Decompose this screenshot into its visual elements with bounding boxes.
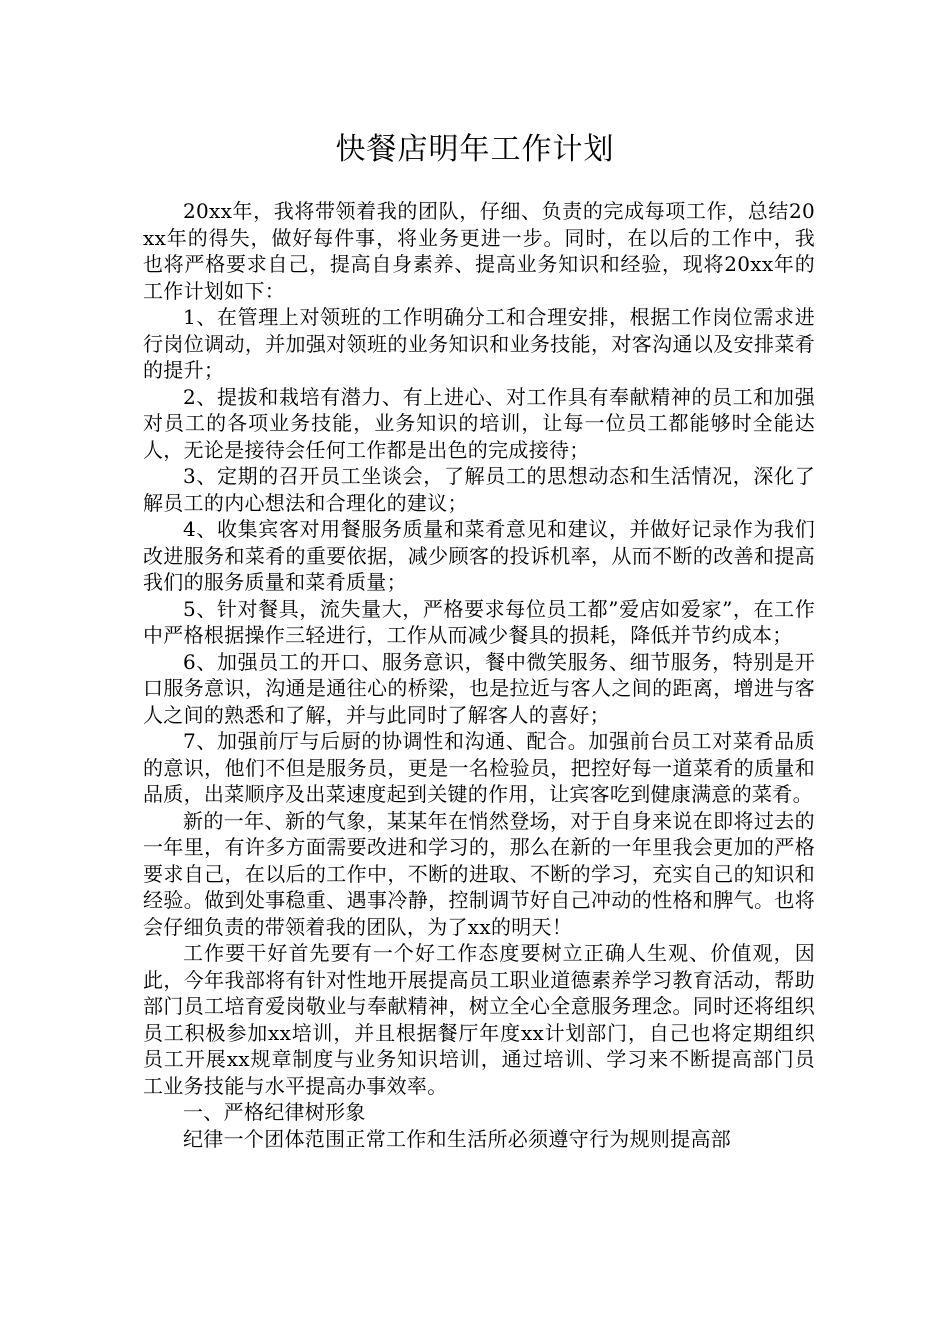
paragraph-item-7: 7、加强前厅与后厨的协调性和沟通、配合。加强前台员工对菜肴品质的意识，他们不但是服务员，更是一名检验员，把控好每一道菜肴的质量和品质，出菜顺序及出菜速度起到关键的作用，让宾客吃到健康满意的菜肴。 — [143, 729, 815, 806]
document-body — [143, 198, 815, 1152]
paragraph-item-3: 3、定期的召开员工坐谈会，了解员工的思想动态和生活情况，深化了解员工的内心想法和合理化的建议； — [143, 464, 815, 515]
section-heading-discipline: 一、严格纪律树形象 — [183, 1100, 366, 1124]
paragraph-new-year: 新的一年、新的气象，某某年在悄然登场，对于自身来说在即将过去的一年里，有许多方面需要改进和学习的，那么在新的一年里我会更加的严格要求自己，在以后的工作中，不断的进取、不断的学习，充实自己的知识和经验。做到处事稳重、遇事冷静，控制调节好自己冲动的性格和脾气。也将会仔细负责的带领着我的团队，为了xx的明天！ — [143, 808, 815, 939]
document-title: 快餐店明年工作计划 — [335, 132, 615, 167]
paragraph-intro: 20xx年，我将带领着我的团队，仔细、负责的完成每项工作，总结20xx年的得失，做好每件事，将业务更进一步。同时，在以后的工作中，我也将严格要求自己，提高自身素养、提高业务知识和经验，现将20xx年的工作计划如下： — [143, 199, 815, 303]
paragraph-item-4: 4、收集宾客对用餐服务质量和菜肴意见和建议，并做好记录作为我们改进服务和菜肴的重要依据，减少顾客的投诉机率，从而不断的改善和提高我们的服务质量和菜肴质量； — [143, 517, 815, 594]
paragraph-item-2: 2、提拔和栽培有潜力、有上进心、对工作具有奉献精神的员工和加强对员工的各项业务技能，业务知识的培训，让每一位员工都能够时全能达人，无论是接待会任何工作都是出色的完成接待； — [143, 384, 815, 462]
paragraph-work-attitude: 工作要干好首先要有一个好工作态度要树立正确人生观、价值观，因此，今年我部将有针对性地开展提高员工职业道德素养学习教育活动，帮助部门员工培育爱岗敬业与奉献精神，树立全心全意服务理念。同时还将组织员工积极参加xx培训，并且根据餐厅年度xx计划部门，自己也将定期组织员工开展xx规章制度与业务知识培训，通过培训、学习来不断提高部门员工业务技能与水平提高办事效率。 — [143, 941, 815, 1098]
paragraph-item-5: 5、针对餐具，流失量大，严格要求每位员工都”爱店如爱家”，在工作中严格根据操作三轻进行，工作从而减少餐具的损耗，降低并节约成本； — [143, 596, 815, 647]
paragraph-item-1: 1、在管理上对领班的工作明确分工和合理安排，根据工作岗位需求进行岗位调动，并加强对领班的业务知识和业务技能，对客沟通以及安排菜肴的提升； — [143, 305, 815, 382]
paragraph-discipline: 纪律一个团体范围正常工作和生活所必须遵守行为规则提高部 — [183, 1126, 732, 1151]
paragraph-item-6: 6、加强员工的开口、服务意识，餐中微笑服务、细节服务，特别是开口服务意识，沟通是通往心的桥梁，也是拉近与客人之间的距离，增进与客人之间的熟悉和了解，并与此同时了解客人的喜好； — [143, 649, 815, 727]
